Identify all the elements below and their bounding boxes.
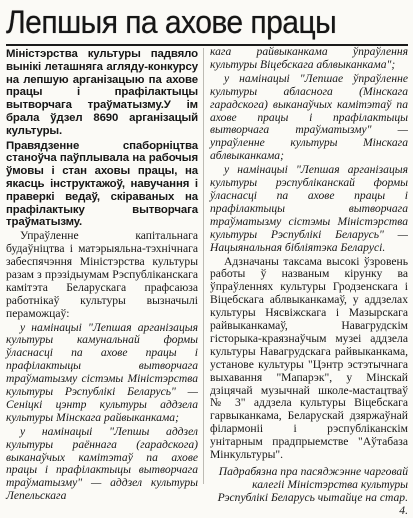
footnote: Падрабязна пра пасяджэнне чарговай калегіі Міністэрства культуры Рэспублікі Беларусь чытайце на стар. 4. <box>217 465 408 517</box>
column-divider <box>203 48 204 484</box>
nomination-paragraph: у намінацыі "Лепшая арганізацыя культуры камунальнай формы ўласнасці па ахове працы і прафілактыцы вытворчага траўматызму сістэмы Міністэрства культуры Рэспублікі Беларусь" — Сеніцкі цэнтр культуры аддзела культуры Мінскага райвыканкама; <box>6 320 198 424</box>
lead-paragraph-2: Правядзенне спаборніцтва станоўча паўплывала на рабочыя ўмовы і стан аховы працы, на якасць інструктажоў, навучання і праверкі ведаў, скіраваных на прафілактыку вытворчага траўматызму. <box>6 139 198 229</box>
body-paragraph: Упраўленне капітальнага будаўніцтва і матэрыяльна-тэхнічнага забеспячэння Міністэрства культуры разам з прэзідыумам Рэспубліканскага камітэта Беларускага прафсаюза работнікаў культуры вызначылі пераможцаў: <box>6 229 198 320</box>
lead-paragraph-1: Міністэрства культуры падвяло вынікі леташняга агляду-конкурсу на лепшую арганізацыю па ахове працы і прафілактыцы вытворчага траўматызму.У ім брала ўдзел 8690 арганізацый культуры. <box>6 48 198 137</box>
nomination-paragraph: у намінацыі "Лепшая арганізацыя культуры рэспубліканскай формы ўласнасці па ахове працы і прафілактыцы вытворчага траўматызму сістэмы Міністэрства культуры Рэспублікі Беларусь" — Нацыянальная бібліятэка Беларусі. <box>210 163 408 254</box>
article-headline: Лепшыя па ахове працы <box>6 4 337 40</box>
body-paragraph: Адзначаны таксама высокі ўзровень работы ў названым кірунку ва ўпраўленнях культуры Гродзенскага і Віцебскага аблвыканкамаў, у аддзелах культуры Нясвіжскага і Мазырскага райвыканкамаў, Навагрудскім гісторыка-краязнаўчым музеі аддзела культуры Навагрудскага райвыканкама, установе культуры "Цэнтр эстэтычнага выхавання "Мапарэк", у Мінскай дзіцячай музычнай школе-мастацтваў № 3" аддзела культуры Віцебскага гарвыканкама, Беларускай дзяржаўнай філармоніі і рэспубліканскім унітарным прадпрыемстве "Аўтабаза Мінкультуры". <box>210 254 408 462</box>
left-column <box>6 48 198 503</box>
nomination-paragraph: у намінацыі "Лепшы аддзел культуры раённага (гарадскога) выканаўчых камітэтаў па ахове працы і прафілактыцы вытворчага траўматызму" — аддзел культуры Лепельскага <box>6 424 198 503</box>
nomination-paragraph: у намінацыі "Лепшае ўпраўленне культуры абласнога (Мінскага гарадскога) выканаўчых камітэтаў па ахове працы і прафілактыцы вытворчага траўматызму" — упраўленне культуры Мінскага аблвыканкама; <box>210 71 408 163</box>
right-column <box>210 45 408 517</box>
nomination-paragraph-continued: кага райвыканкама ўпраўлення культуры Віцебскага аблвыканкама"; <box>210 45 408 71</box>
